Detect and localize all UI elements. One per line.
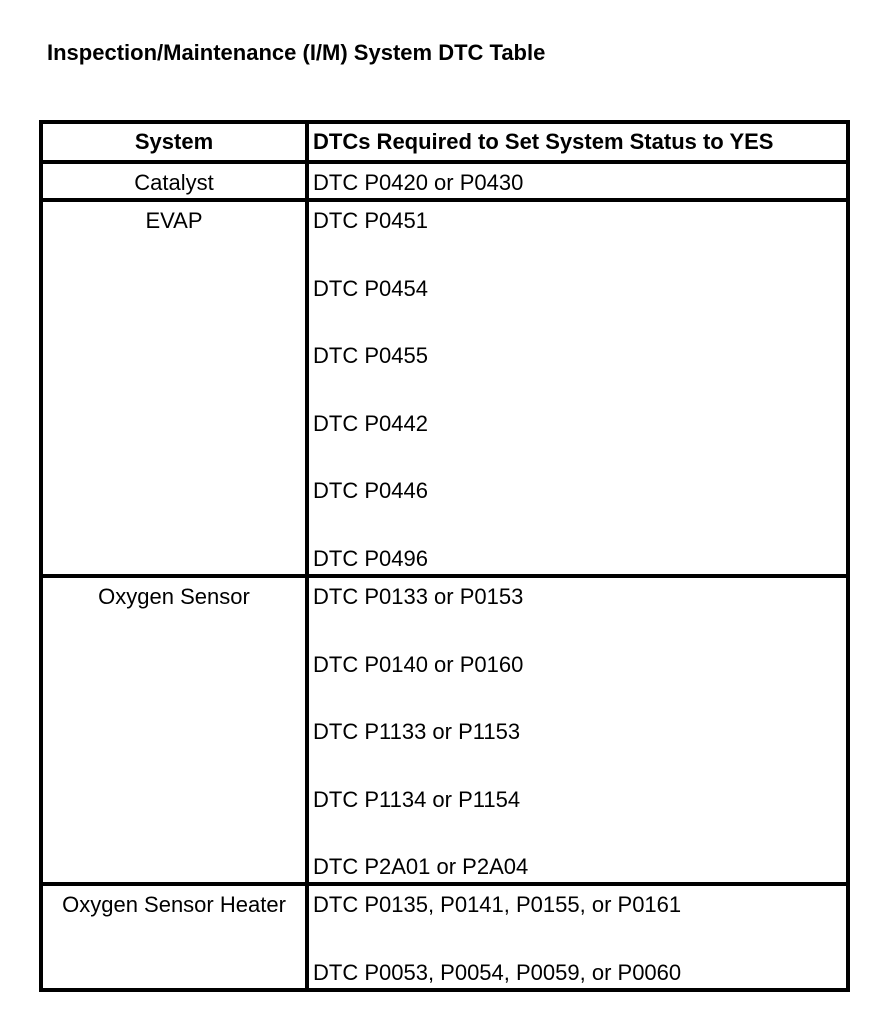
table-row-evap xyxy=(41,200,848,576)
dtc-entry: DTC P0140 or P0160 xyxy=(313,651,524,677)
dtc-entry: DTC P0420 or P0430 xyxy=(313,170,524,195)
header-system: System xyxy=(41,122,307,162)
dtc-entry: DTC P0455 xyxy=(313,343,428,369)
system-cell: Oxygen Sensor xyxy=(41,576,307,884)
dtc-entry: DTC P0496 xyxy=(313,545,428,571)
dtc-entry: DTC P1134 or P1154 xyxy=(313,786,521,812)
system-cell: Oxygen Sensor Heater xyxy=(41,884,307,990)
dtc-cell xyxy=(307,200,848,576)
dtc-entry: DTC P0446 xyxy=(313,478,428,504)
table-row-oxygen-sensor-heater xyxy=(41,884,848,990)
dtc-entry: DTC P1133 or P1153 xyxy=(313,719,521,745)
table-header-row xyxy=(41,122,848,162)
dtc-entry: DTC P0442 xyxy=(313,410,428,436)
page-title: Inspection/Maintenance (I/M) System DTC Table xyxy=(47,39,546,65)
header-dtcs: DTCs Required to Set System Status to YES xyxy=(307,122,848,162)
system-cell: EVAP xyxy=(41,200,307,576)
dtc-table xyxy=(39,120,850,992)
table-row-oxygen-sensor xyxy=(41,576,848,884)
dtc-cell xyxy=(307,576,848,884)
table-row-catalyst xyxy=(41,162,848,200)
system-cell: Catalyst xyxy=(41,162,307,200)
dtc-entry: DTC P0454 xyxy=(313,275,428,301)
dtc-entry: DTC P0133 or P0153 xyxy=(313,583,524,609)
dtc-cell xyxy=(307,162,848,200)
dtc-entry: DTC P2A01 or P2A04 xyxy=(313,854,529,880)
dtc-entry: DTC P0451 xyxy=(313,208,428,233)
dtc-entry: DTC P0135, P0141, P0155, or P0161 xyxy=(313,892,682,918)
dtc-cell xyxy=(307,884,848,990)
dtc-entry: DTC P0053, P0054, P0059, or P0060 xyxy=(313,959,682,985)
